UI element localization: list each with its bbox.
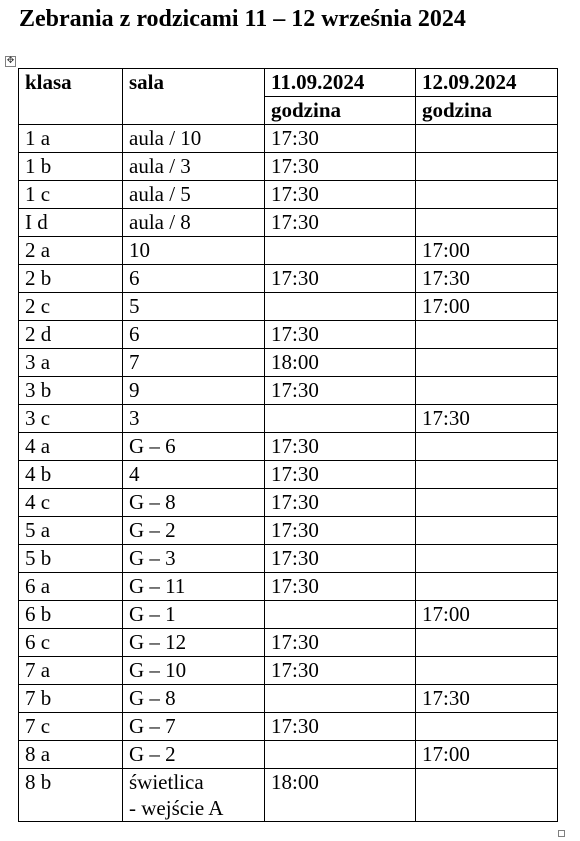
cell-godzina-12-09 [416,769,558,822]
cell-sala: G – 3 [123,545,265,573]
table-body [19,125,558,822]
cell-klasa: 4 a [19,433,123,461]
cell-godzina-12-09 [416,153,558,181]
table-row [19,377,558,405]
cell-godzina-12-09 [416,629,558,657]
cell-godzina-11-09: 17:30 [265,433,416,461]
cell-godzina-11-09: 17:30 [265,489,416,517]
cell-godzina-12-09 [416,209,558,237]
header-sala: sala [123,69,265,125]
header-godzina-2: godzina [416,97,558,125]
table-row [19,321,558,349]
cell-sala: 5 [123,293,265,321]
cell-sala: 7 [123,349,265,377]
cell-godzina-12-09 [416,489,558,517]
table-row [19,629,558,657]
cell-klasa: 1 b [19,153,123,181]
cell-godzina-11-09: 17:30 [265,461,416,489]
cell-godzina-12-09 [416,321,558,349]
table-row [19,265,558,293]
cell-sala: 6 [123,321,265,349]
cell-sala: 6 [123,265,265,293]
cell-godzina-12-09: 17:00 [416,741,558,769]
cell-godzina-11-09: 17:30 [265,629,416,657]
cell-godzina-11-09: 18:00 [265,769,416,822]
table-row [19,489,558,517]
table-row [19,405,558,433]
cell-klasa: 3 a [19,349,123,377]
cell-klasa: 6 b [19,601,123,629]
cell-klasa: 6 c [19,629,123,657]
cell-godzina-11-09: 17:30 [265,125,416,153]
cell-godzina-12-09 [416,517,558,545]
table-row [19,517,558,545]
cell-klasa: 3 b [19,377,123,405]
table-row [19,657,558,685]
cell-godzina-12-09 [416,181,558,209]
table-row [19,685,558,713]
table-row [19,293,558,321]
cell-godzina-12-09: 17:30 [416,265,558,293]
cell-godzina-11-09: 17:30 [265,181,416,209]
cell-sala: aula / 8 [123,209,265,237]
cell-godzina-11-09: 17:30 [265,657,416,685]
cell-klasa: 2 b [19,265,123,293]
cell-godzina-11-09 [265,685,416,713]
cell-klasa: 1 c [19,181,123,209]
cell-godzina-12-09: 17:30 [416,685,558,713]
cell-godzina-12-09 [416,125,558,153]
header-klasa: klasa [19,69,123,125]
cell-klasa: 2 c [19,293,123,321]
table-move-handle-icon[interactable]: ✥ [6,56,15,66]
cell-klasa: 2 a [19,237,123,265]
cell-klasa: 1 a [19,125,123,153]
cell-godzina-11-09: 17:30 [265,153,416,181]
header-date-2: 12.09.2024 [416,69,558,97]
cell-sala: 10 [123,237,265,265]
table-resize-handle-icon[interactable] [558,830,565,837]
cell-godzina-12-09: 17:30 [416,405,558,433]
cell-godzina-12-09 [416,377,558,405]
cell-godzina-11-09: 17:30 [265,573,416,601]
table-row [19,153,558,181]
header-godzina-1: godzina [265,97,416,125]
table-row [19,433,558,461]
table-row [19,769,558,822]
cell-godzina-11-09: 17:30 [265,209,416,237]
cell-sala: 4 [123,461,265,489]
cell-godzina-11-09: 17:30 [265,377,416,405]
cell-godzina-11-09 [265,601,416,629]
cell-godzina-12-09 [416,657,558,685]
cell-klasa: 7 a [19,657,123,685]
cell-sala: G – 12 [123,629,265,657]
table-header [19,69,558,125]
table-row [19,461,558,489]
table-row [19,125,558,153]
cell-godzina-12-09 [416,349,558,377]
cell-sala: G – 7 [123,713,265,741]
cell-klasa: 8 a [19,741,123,769]
cell-klasa: 7 b [19,685,123,713]
cell-godzina-11-09: 17:30 [265,545,416,573]
cell-godzina-11-09: 17:30 [265,517,416,545]
cell-sala: świetlica - wejście A [123,769,265,822]
cell-klasa: 3 c [19,405,123,433]
table-row [19,713,558,741]
cell-sala: G – 10 [123,657,265,685]
cell-godzina-12-09 [416,713,558,741]
cell-godzina-11-09 [265,741,416,769]
table-row [19,545,558,573]
cell-godzina-11-09: 17:30 [265,713,416,741]
cell-godzina-12-09 [416,573,558,601]
cell-godzina-11-09: 17:30 [265,321,416,349]
cell-godzina-11-09 [265,405,416,433]
cell-godzina-12-09 [416,545,558,573]
header-row-dates [19,69,558,97]
page-title: Zebrania z rodzicami 11 – 12 września 2024 [19,6,466,32]
cell-sala: G – 2 [123,741,265,769]
cell-sala: G – 8 [123,489,265,517]
cell-sala: G – 11 [123,573,265,601]
cell-klasa: 7 c [19,713,123,741]
cell-klasa: 6 a [19,573,123,601]
table-row [19,741,558,769]
table-row [19,181,558,209]
cell-godzina-12-09: 17:00 [416,293,558,321]
table-row [19,209,558,237]
cell-sala: aula / 10 [123,125,265,153]
cell-godzina-12-09 [416,433,558,461]
table-row [19,349,558,377]
cell-klasa: 4 c [19,489,123,517]
cell-klasa: 8 b [19,769,123,822]
cell-sala: 9 [123,377,265,405]
cell-godzina-12-09: 17:00 [416,237,558,265]
cell-sala: G – 1 [123,601,265,629]
schedule-table [18,68,558,822]
cell-godzina-11-09: 18:00 [265,349,416,377]
table-row [19,573,558,601]
cell-sala: G – 8 [123,685,265,713]
cell-klasa: 4 b [19,461,123,489]
table-row [19,237,558,265]
cell-sala: 3 [123,405,265,433]
cell-sala: G – 6 [123,433,265,461]
cell-godzina-11-09 [265,293,416,321]
header-date-1: 11.09.2024 [265,69,416,97]
cell-klasa: 2 d [19,321,123,349]
cell-klasa: I d [19,209,123,237]
cell-godzina-12-09 [416,461,558,489]
table-row [19,601,558,629]
cell-sala: aula / 5 [123,181,265,209]
cell-sala: G – 2 [123,517,265,545]
cell-godzina-12-09: 17:00 [416,601,558,629]
cell-klasa: 5 a [19,517,123,545]
cell-klasa: 5 b [19,545,123,573]
cell-godzina-11-09: 17:30 [265,265,416,293]
cell-sala: aula / 3 [123,153,265,181]
cell-godzina-11-09 [265,237,416,265]
